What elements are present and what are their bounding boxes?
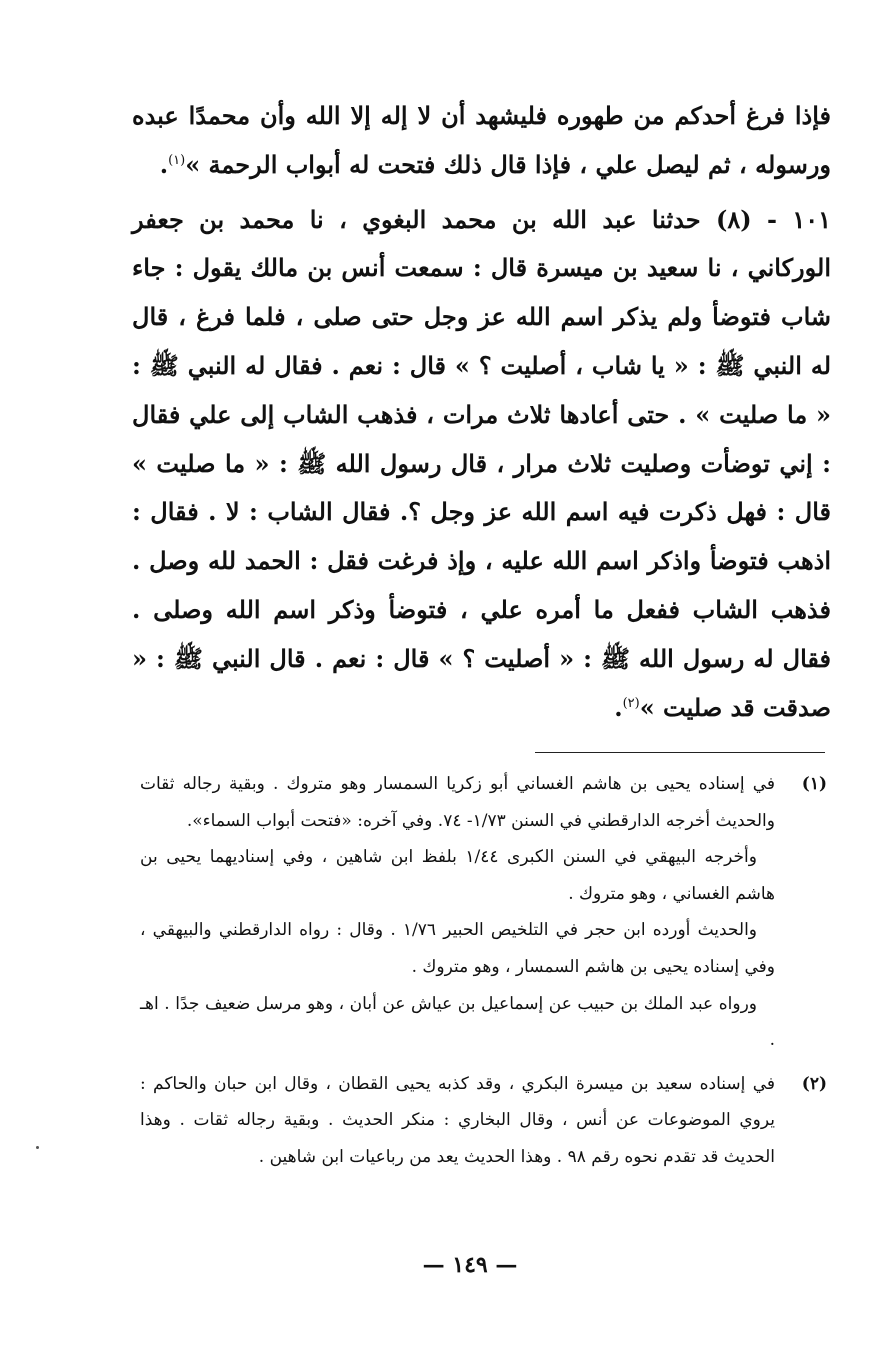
page-number: — ١٤٩ — bbox=[422, 1252, 518, 1278]
hadith-number: ١٠١ - (٨) حدثنا bbox=[651, 204, 831, 234]
footnote-number: (٢) bbox=[801, 1073, 827, 1094]
footnote-paragraph: في إسناده سعيد بن ميسرة البكري ، وقد كذبه يحيى القطان ، وقال ابن حبان والحاكم : يروي الموضوعات عن أنس ، وقال البخاري : منكر الحديث . وبقية رجاله ثقات . وهذا الحديث قد تقدم نحوه رقم ٩٨ . وهذا الحديث يعد من رباعيات ابن شاهين . bbox=[140, 1073, 775, 1167]
period: . bbox=[159, 149, 169, 179]
paragraph-text: فإذا فرغ أحدكم من طهوره فليشهد أن لا إله إلا الله وأن محمدًا عبده ورسوله ، ثم ليصل علي ، فإذا قال ذلك فتحت له أبواب الرحمة » bbox=[132, 101, 831, 179]
footnote-paragraph: والحديث أورده ابن حجر في التلخيص الحبير ١/٧٦ . وقال : رواه الدارقطني والبيهقي ، وفي إسناده يحيى بن هاشم السمسار ، وهو متروك . bbox=[140, 920, 775, 977]
main-text bbox=[132, 92, 831, 732]
footnote-separator bbox=[535, 752, 825, 753]
footnote-number: (١) bbox=[801, 774, 827, 794]
period: . bbox=[614, 692, 623, 722]
footnote-paragraph: وأخرجه البيهقي في السنن الكبرى ١/٤٤ بلفظ ابن شاهين ، وفي إسناديهما يحيى بن هاشم الغساني ، وهو متروك . bbox=[140, 847, 775, 904]
scan-speck bbox=[36, 1146, 39, 1149]
footnote bbox=[140, 1066, 827, 1176]
main-paragraph bbox=[132, 92, 831, 190]
footnote bbox=[140, 766, 827, 1059]
footnote-ref: (٢) bbox=[622, 695, 640, 711]
footnote-paragraph: في إسناده يحيى بن هاشم الغساني أبو زكريا السمسار وهو متروك . وبقية رجاله ثقات والحديث أخرجه الدارقطني في السنن ١/٧٣- ٧٤. وفي آخره: «فتحت أبواب السماء». bbox=[140, 774, 775, 831]
footnote-ref: (١) bbox=[168, 152, 186, 168]
paragraph-text: عبد الله بن محمد البغوي ، نا محمد بن جعفر الوركاني ، نا سعيد بن ميسرة قال : سمعت أنس بن مالك يقول : جاء شاب فتوضأ ولم يذكر اسم الله عز وجل حتى صلى ، فلما فرغ ، قال له النبي ﷺ : « يا شاب ، أصليت ؟ » قال : نعم . فقال له النبي ﷺ : « ما صليت » . حتى أعادها ثلاث مرات ، فذهب الشاب إلى علي فقال : إني توضأت وصليت ثلاث مرار ، قال رسول الله ﷺ : « ما صليت » قال : فهل ذكرت فيه اسم الله عز وجل ؟. فقال الشاب : لا . فقال : اذهب فتوضأ واذكر اسم الله عليه ، وإذ فرغت فقل : الحمد لله وصل . فذهب الشاب ففعل ما أمره علي ، فتوضأ وذكر اسم الله وصلى . فقال له رسول الله ﷺ : « أصليت ؟ » قال : نعم . قال النبي ﷺ : « صدقت قد صليت » bbox=[132, 204, 831, 722]
footnotes bbox=[140, 766, 827, 1176]
footnote-paragraph: ورواه عبد الملك بن حبيب عن إسماعيل بن عياش عن أبان ، وهو مرسل ضعيف جدًا . اهـ . bbox=[140, 993, 775, 1051]
hadith-paragraph bbox=[132, 196, 831, 733]
